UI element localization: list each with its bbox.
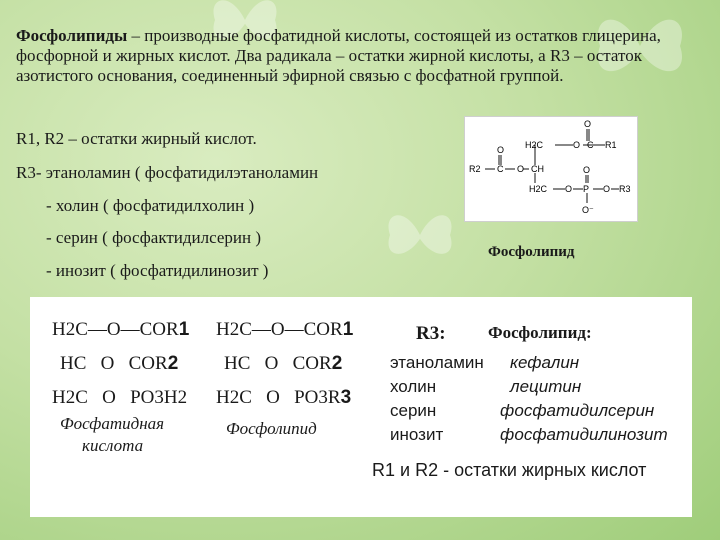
formula-o2: O <box>517 164 525 174</box>
mid-caption: Фосфолипид <box>226 419 317 438</box>
mid-row1-text: H2C—O—COR <box>216 319 343 340</box>
formula-h2c: H2C <box>525 140 544 150</box>
formula-r3: R3 <box>619 184 631 194</box>
lipid-item: фосфатидилсерин <box>500 401 655 420</box>
mid-row2-text: HC O COR <box>224 353 332 374</box>
r3-item: инозит <box>390 425 444 444</box>
r3-item: этаноламин <box>390 353 484 372</box>
lipid-item: кефалин <box>510 353 580 372</box>
formula-o-p-top: O <box>583 165 591 175</box>
footer-note: R1 и R2 - остатки жирных кислот <box>372 460 647 480</box>
mid-row1-r: 1 <box>342 319 354 340</box>
butterfly-decoration <box>380 205 460 265</box>
phospholipid-structure-diagram <box>465 117 637 221</box>
r1r2-line: R1, R2 – остатки жирный кислот. <box>16 129 257 148</box>
formula-r1: R1 <box>605 140 617 150</box>
left-formula-row1 <box>52 319 189 341</box>
r3-header: R3: <box>416 323 446 344</box>
formula-c1: C <box>587 140 594 150</box>
left-formula-row3: H2C O PO3H2 <box>52 387 188 408</box>
intro-paragraph <box>16 26 706 86</box>
lipid-item: лецитин <box>510 377 582 396</box>
mid-row2-r: 2 <box>331 353 343 374</box>
formula-p: P <box>583 184 590 194</box>
mid-row3-r: 3 <box>340 387 352 408</box>
intro-text: – производные фосфатидной кислоты, состоящей из остатков глицерина, фосфорной и жирных кислот. Два радикала – остатки жирной кислоты, а R3 – остаток азотистого основания, соединенный эфирной связью с фосфатной группой. <box>16 26 661 85</box>
formula-h2c-2: H2C <box>529 184 548 194</box>
formula-o-top: O <box>584 119 592 129</box>
left-row1-r: 1 <box>178 319 190 340</box>
intro-term: Фосфолипиды <box>16 26 128 45</box>
card-caption: Фосфолипид <box>488 244 575 260</box>
left-formula-row2 <box>60 353 178 375</box>
formula-o4: O <box>603 184 611 194</box>
mid-formula-row2 <box>224 353 342 375</box>
serine-line: - серин ( фосфактидилсерин ) <box>46 228 262 247</box>
r3-line: R3- этаноламин ( фосфатидилэтаноламин <box>16 163 319 182</box>
choline-line: - холин ( фосфатидилхолин ) <box>46 196 255 215</box>
left-row2-r: 2 <box>167 353 179 374</box>
phospholipid-structure-card <box>464 116 638 222</box>
formula-c2: C <box>497 164 504 174</box>
mid-row3-text: H2C O PO3R <box>216 387 341 408</box>
r3-item: холин <box>390 377 437 396</box>
formula-o1: O <box>573 140 581 150</box>
formula-ch: CH <box>531 164 544 174</box>
inositol-line: - инозит ( фосфатидилинозит ) <box>46 261 269 280</box>
left-caption-1: Фосфатидная <box>60 414 165 433</box>
left-row1-text: H2C—O—COR <box>52 319 179 340</box>
formula-o-left: O <box>497 145 505 155</box>
mid-formula-row3 <box>216 387 351 409</box>
left-row2-text: HC O COR <box>60 353 168 374</box>
r3-item: серин <box>390 401 437 420</box>
lipid-header: Фосфолипид: <box>488 323 592 342</box>
formula-r2: R2 <box>469 164 481 174</box>
left-caption-2: кислота <box>82 436 144 455</box>
lipid-item: фосфатидилинозит <box>500 425 668 444</box>
formula-o3: O <box>565 184 573 194</box>
formula-o-minus: O⁻ <box>582 205 594 215</box>
phospholipid-table-panel <box>30 297 692 517</box>
mid-formula-row1 <box>216 319 353 341</box>
